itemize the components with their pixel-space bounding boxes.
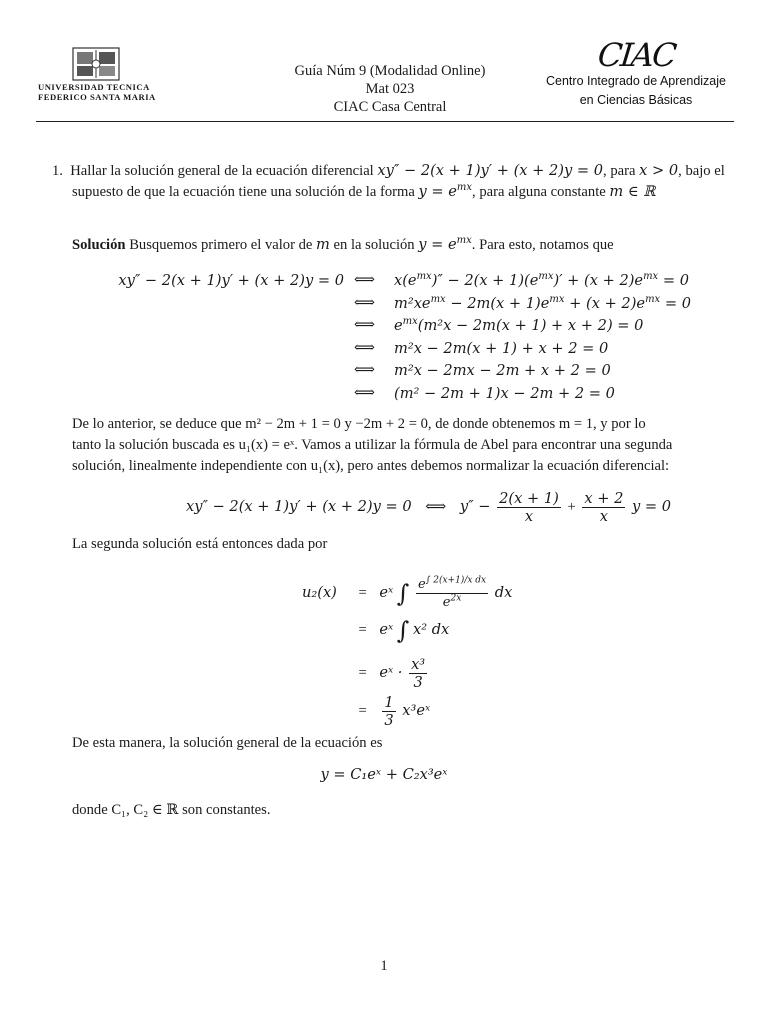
problem-ansatz: $y = e^{mx}$ (418, 182, 473, 200)
paragraph-line: tanto la solución buscada es u₁(x) = eˣ. Vamos a utilizar la fórmula de Abel para encontrar una segunda (72, 437, 673, 453)
iff-symbol: ⟺ (354, 362, 375, 378)
solution-text: . Para esto, notamos que (471, 237, 614, 253)
u2-label: u₂(x) (302, 583, 337, 601)
normalized-equation (186, 490, 671, 525)
general-solution-intro: De esta manera, la solución general de la ecuación es (72, 735, 383, 751)
fraction: $\frac{e^{\int 2(x+1)/x dx}}{e^{2x}}$ (417, 575, 487, 610)
equation-lhs: xy″ − 2(x + 1)y′ + (x + 2)y = 0 (186, 497, 412, 515)
result-term: x³eˣ (402, 701, 431, 719)
problem-equation: xy″ − 2(x + 1)y′ + (x + 2)y = 0 (377, 162, 604, 179)
exp-factor: eˣ (379, 583, 394, 601)
integral-sign: ∫ (396, 616, 410, 645)
derivation-rhs: m²x − 2mx − 2m + x + 2 = 0 (394, 362, 611, 379)
problem-text: , bajo el (678, 163, 725, 179)
ciac-subtitle-2: en Ciencias Básicas (579, 93, 693, 107)
ciac-logo (536, 38, 736, 110)
problem-line-2 (72, 181, 655, 203)
guide-title: Guía Núm 9 (Modalidad Online) (294, 63, 486, 79)
equals-sign: = (358, 664, 367, 681)
course-header (240, 62, 540, 116)
iff-symbol: ⟺ (354, 294, 375, 311)
second-solution-intro: La segunda solución está entonces dada por (72, 536, 328, 552)
solution-text: en la solución (333, 237, 415, 253)
usm-logo (38, 46, 156, 102)
iff-symbol: ⟺ (354, 339, 375, 356)
problem-text: supuesto de que la ecuación tiene una solución de la forma (72, 184, 415, 200)
problem-line-1 (52, 160, 725, 182)
usm-name-line2: FEDERICO SANTA MARIA (38, 92, 156, 102)
math-var: m (316, 236, 330, 253)
ciac-wordmark: CIAC (595, 36, 677, 74)
page-number: 1 (380, 958, 388, 974)
closing-sentence: donde C₁, C₂ ∈ ℝ son constantes. (72, 802, 271, 818)
solution-intro (72, 234, 614, 256)
derivation-rhs: $m^2xe^{mx} - 2m(x + 1)e^{mx} + (x + 2)e^{mx} = 0$ (394, 293, 691, 312)
equals-sign: = (358, 702, 367, 719)
exp-factor: eˣ · (379, 663, 403, 681)
usm-name-line1: UNIVERSIDAD TECNICA (38, 82, 150, 92)
equation-term: y = 0 (632, 497, 672, 515)
usm-crest-icon (72, 46, 120, 82)
equation-term: y″ − (459, 497, 491, 515)
course-code: Mat 023 (365, 81, 415, 97)
integrand: x² dx (412, 621, 450, 638)
fraction: $\frac{x + 2}{x}$ (584, 490, 624, 525)
fraction: $\frac{\text{x³}}{3}$ (411, 656, 426, 691)
plus-sign: + (567, 498, 576, 515)
paragraph-line: De lo anterior, se deduce que m² − 2m + 1 = 0 y −2m + 2 = 0, de donde obtenemos m = 1, y por lo (72, 416, 646, 432)
math-ansatz: $y = e^{mx}$ (418, 235, 472, 253)
u2-row-4 (302, 694, 430, 729)
fraction: $\frac{1}{3}$ (384, 694, 394, 729)
differential: dx (494, 583, 513, 601)
header-rule (36, 121, 734, 122)
problem-text: , para alguna constante (472, 184, 606, 200)
iff-symbol: ⟺ (354, 384, 375, 401)
problem-condition: x > 0 (639, 162, 679, 179)
campus-name: CIAC Casa Central (333, 99, 447, 115)
iff-symbol: ⟺ (354, 272, 375, 288)
exp-factor: eˣ (379, 621, 394, 638)
derivation-rhs: $e^{mx}(m^2x - 2m(x + 1) + x + 2) = 0$ (394, 316, 644, 334)
derivation-lhs: xy″ − 2(x + 1)y′ + (x + 2)y = 0 (118, 272, 344, 289)
ciac-subtitle-1: Centro Integrado de Aprendizaje (546, 74, 726, 88)
equals-sign: = (358, 584, 367, 601)
u2-row-3 (302, 656, 430, 691)
solution-text: Busquemos primero el valor de (129, 237, 313, 253)
derivation-rhs: m²x − 2m(x + 1) + x + 2 = 0 (394, 339, 609, 357)
derivation-rhs: (m² − 2m + 1)x − 2m + 2 = 0 (394, 384, 615, 402)
problem-number: 1. (52, 163, 63, 179)
equals-sign: = (358, 622, 367, 638)
iff-symbol: ⟺ (425, 498, 447, 515)
problem-text: Hallar la solución general de la ecuación diferencial (70, 163, 374, 179)
u2-row-1 (302, 576, 512, 611)
iff-symbol: ⟺ (354, 317, 375, 333)
fraction: $\frac{2(x + 1)}{x}$ (499, 490, 559, 525)
general-solution-equation: y = C₁eˣ + C₂x³eˣ (320, 766, 448, 783)
paragraph-line: solución, linealmente independiente con u₁(x), pero antes debemos normalizar la ecuación diferencial: (72, 458, 670, 474)
problem-text: , para (603, 163, 636, 179)
u2-row-2 (302, 616, 450, 645)
derivation-rhs: $x(e^{mx})'' - 2(x + 1)(e^{mx})' + (x + 2)e^{mx} = 0$ (394, 271, 689, 289)
solution-label: Solución (72, 237, 126, 253)
problem-condition: m ∈ ℝ (609, 183, 656, 200)
integral-sign: ∫ (396, 579, 410, 608)
